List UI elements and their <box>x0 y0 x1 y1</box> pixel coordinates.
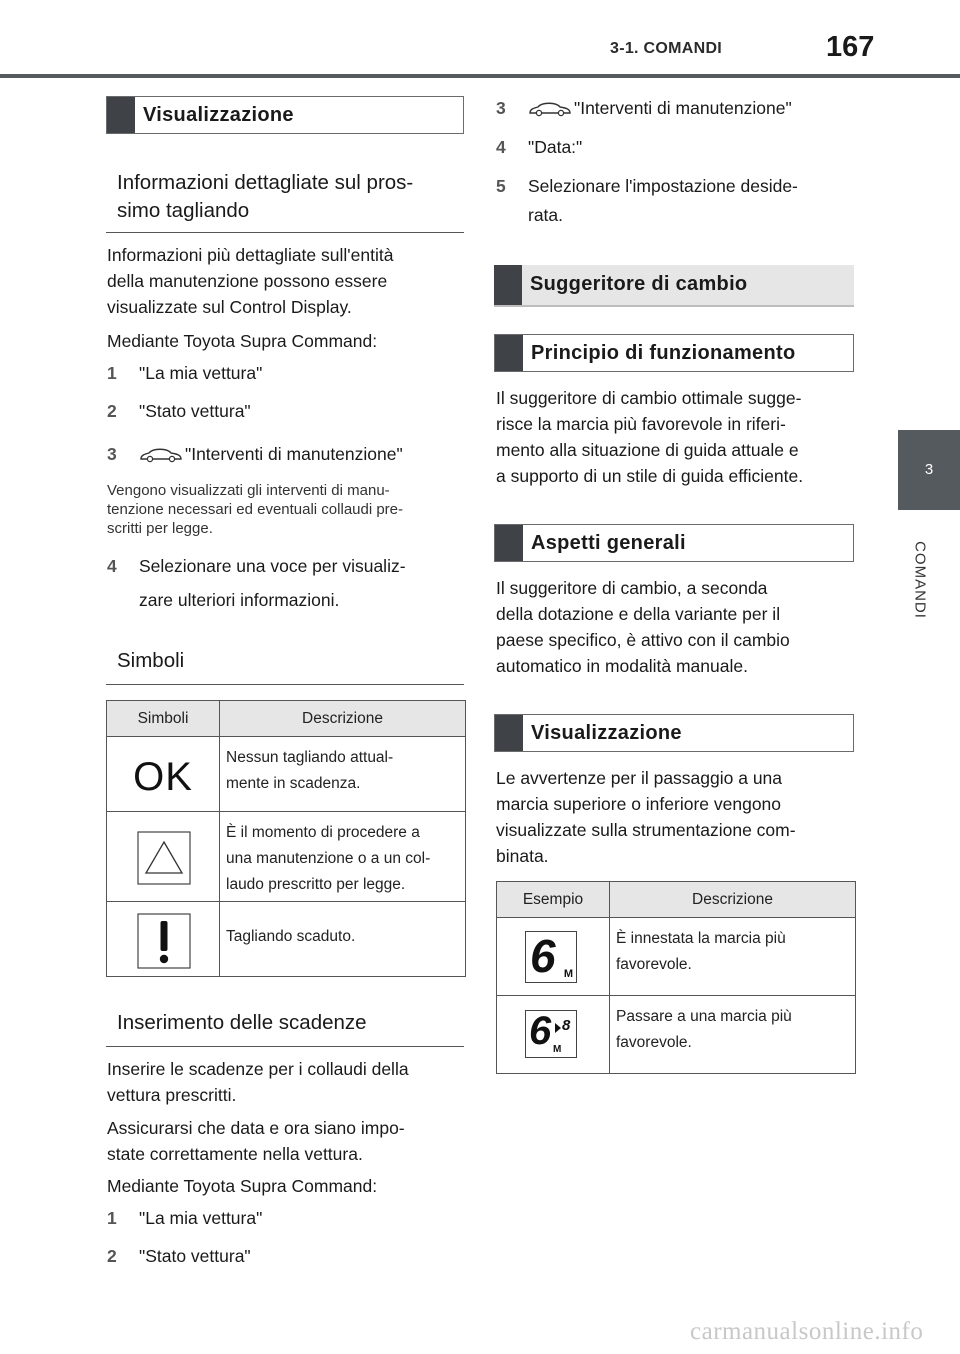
ok-icon: OK <box>133 755 193 799</box>
paragraph-principle: Il suggeritore di cambio ottimale sugge- risce la marcia più favorevole in riferi- mento alla situazione di guida attuale e a supporto di un stile di guida efficiente. <box>496 388 804 486</box>
intro-command: Mediante Toyota Supra Command: <box>107 331 378 351</box>
watermark: carmanualsonline.info <box>690 1318 924 1345</box>
heading-principle: Principio di funzionamento <box>494 334 854 372</box>
page-number: 167 <box>826 31 875 63</box>
step-item: 5 Selezionare l'impostazione deside- rata. <box>496 176 798 225</box>
section-title: 3-1. COMANDI <box>610 40 723 57</box>
subheading-next-service: Informazioni dettagliate sul pros- simo tagliando <box>117 171 414 222</box>
intro-command: Mediante Toyota Supra Command: <box>107 1176 378 1196</box>
step-item: 3 "Interventi di manutenzione" <box>107 444 403 464</box>
section-heading-visualizzazione: Visualizzazione <box>106 96 464 134</box>
gear-6-manual-icon: 6 M <box>525 931 577 983</box>
table-header: Descrizione <box>220 701 466 737</box>
heading-display: Visualizzazione <box>494 714 854 752</box>
header-rule <box>0 74 960 78</box>
paragraph-deadlines: Inserire le scadenze per i collaudi della vettura prescritti. <box>107 1059 409 1105</box>
step-item: 2 "Stato vettura" <box>107 401 251 421</box>
chapter-label: COMANDI <box>911 541 929 619</box>
step-item: 3 "Interventi di manutenzione" <box>496 98 792 118</box>
car-icon <box>139 445 183 463</box>
symbols-table <box>106 700 466 977</box>
step-item: 2 "Stato vettura" <box>107 1246 251 1266</box>
subheading-symbols: Simboli <box>117 649 185 672</box>
gear-6-upshift-8-icon: 6 8 M <box>525 1010 577 1058</box>
section-heading-gear-suggestion: Suggeritore di cambio <box>494 265 854 307</box>
note-text: Vengono visualizzati gli interventi di manu- tenzione necessari ed eventuali collaudi pre- scritti per legge. <box>107 482 404 537</box>
step-item: 1 "La mia vettura" <box>107 1208 263 1228</box>
table-row: Tagliando scaduto. <box>107 902 466 977</box>
table-header: Esempio <box>497 882 610 918</box>
table-header: Descrizione <box>610 882 856 918</box>
warning-triangle-icon <box>137 831 191 885</box>
paragraph-general: Il suggeritore di cambio, a seconda della dotazione e della variante per il paese specifico, è attivo con il cambio automatico in modalità manuale. <box>496 578 790 676</box>
exclamation-icon <box>137 913 191 969</box>
table-header: Simboli <box>107 701 220 737</box>
table-row: 6 M È innestata la marcia più favorevole. <box>497 918 856 996</box>
table-row: OK Nessun tagliando attual- mente in scadenza. <box>107 737 466 812</box>
car-icon <box>528 99 572 117</box>
paragraph-display: Le avvertenze per il passaggio a una marcia superiore o inferiore vengono visualizzate sulla strumentazione com- binata. <box>496 768 796 866</box>
heading-general: Aspetti generali <box>494 524 854 562</box>
subheading-deadlines: Inserimento delle scadenze <box>117 1011 367 1034</box>
gear-examples-table <box>496 881 856 1074</box>
table-row: È il momento di procedere a una manutenzione o a un col- laudo prescritto per legge. <box>107 812 466 902</box>
table-row: 6 8 M Passare a una marcia più favorevole. <box>497 996 856 1074</box>
step-item: 4 "Data:" <box>496 137 583 157</box>
paragraph-datetime: Assicurarsi che data e ora siano impo- state correttamente nella vettura. <box>107 1118 405 1164</box>
step-item: 4 Selezionare una voce per visualiz- zare ulteriori informazioni. <box>107 556 406 610</box>
paragraph-details: Informazioni più dettagliate sull'entità della manutenzione possono essere visualizzate sul Control Display. <box>107 245 394 317</box>
chapter-tab[interactable]: 3 <box>898 430 960 510</box>
step-item: 1 "La mia vettura" <box>107 363 263 383</box>
